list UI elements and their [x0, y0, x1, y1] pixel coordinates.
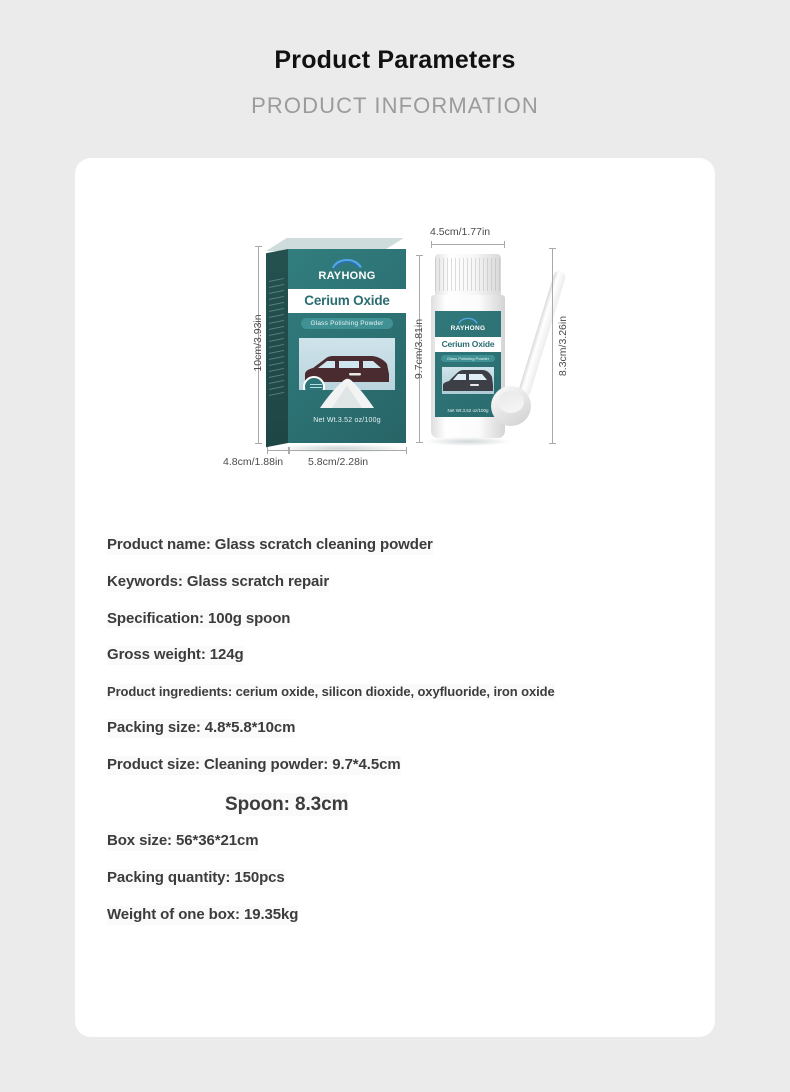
car-logo-icon	[330, 258, 364, 270]
box-brand-logo	[304, 258, 390, 282]
product-photo-stage	[75, 158, 715, 508]
page-title: Product Parameters	[274, 46, 516, 74]
bottle-product-name: Cerium Oxide	[441, 338, 495, 349]
box-shadow	[274, 444, 406, 453]
box-net-weight: Net Wt.3.52 oz/100g	[313, 417, 381, 424]
spec-row	[107, 756, 715, 775]
spec-text: Spoon: 8.3cm	[225, 793, 349, 815]
spoon-length-label: 8.3cm/3.26in	[557, 315, 569, 377]
spec-row	[107, 646, 715, 665]
box-width-guide-line	[289, 450, 407, 451]
spoon-length-guide-line	[552, 248, 553, 444]
bottle-width-label: 4.5cm/1.77in	[430, 226, 491, 238]
spec-row	[107, 793, 715, 817]
box-width-label: 5.8cm/2.28in	[308, 456, 369, 468]
spec-text: Product ingredients: cerium oxide, silicon dioxide, oxyfluoride, iron oxide	[107, 684, 555, 699]
spec-text: Product size: Cleaning powder: 9.7*4.5cm	[107, 755, 401, 773]
spec-row	[107, 832, 715, 851]
spec-text: Weight of one box: 19.35kg	[107, 905, 299, 923]
spec-text: Keywords: Glass scratch repair	[107, 572, 330, 590]
spec-row	[107, 573, 715, 592]
bottle-height-label: 9.7cm/3.81in	[413, 318, 425, 380]
box-depth-label: 4.8cm/1.88in	[223, 456, 284, 468]
spec-text: Specification: 100g spoon	[107, 609, 291, 627]
box-tagline-pill: Glass Polishing Powder	[301, 318, 393, 329]
spec-text: Box size: 56*36*21cm	[107, 832, 259, 850]
spoon-bowl	[491, 386, 531, 426]
spec-text: Gross weight: 124g	[107, 646, 244, 664]
spec-row	[107, 906, 715, 925]
page-subtitle: PRODUCT INFORMATION	[251, 93, 539, 118]
spec-text: Packing quantity: 150pcs	[107, 869, 285, 886]
spec-text: Product name: Glass scratch cleaning powder	[107, 536, 433, 553]
product-info-card	[75, 158, 715, 1037]
spec-row	[107, 869, 715, 888]
bottle-net-weight: Net Wt.3.52 oz/100g	[447, 408, 489, 413]
bottle-width-guide-line	[431, 244, 505, 245]
powder-pile-illustration	[316, 377, 378, 409]
spec-row	[107, 719, 715, 738]
box-depth-guide-line	[267, 450, 289, 451]
page-header	[0, 0, 790, 119]
spec-row	[107, 683, 715, 701]
box-product-name: Cerium Oxide	[304, 293, 390, 308]
bottle-tagline-pill: Glass Polishing Powder	[441, 355, 495, 362]
box-side-text-lines	[269, 278, 284, 401]
box-brand-name: RAYHONG	[318, 270, 376, 282]
specification-list	[75, 508, 715, 925]
car-logo-icon	[457, 317, 479, 325]
bottle-brand-name: RAYHONG	[450, 325, 486, 332]
product-box	[266, 238, 406, 443]
box-height-label: 10cm/3.93in	[252, 314, 264, 372]
spec-row	[107, 536, 715, 555]
spec-text: Packing size: 4.8*5.8*10cm	[107, 719, 296, 736]
box-title-band	[288, 289, 406, 313]
spec-row	[107, 610, 715, 629]
box-front-face	[288, 249, 406, 443]
